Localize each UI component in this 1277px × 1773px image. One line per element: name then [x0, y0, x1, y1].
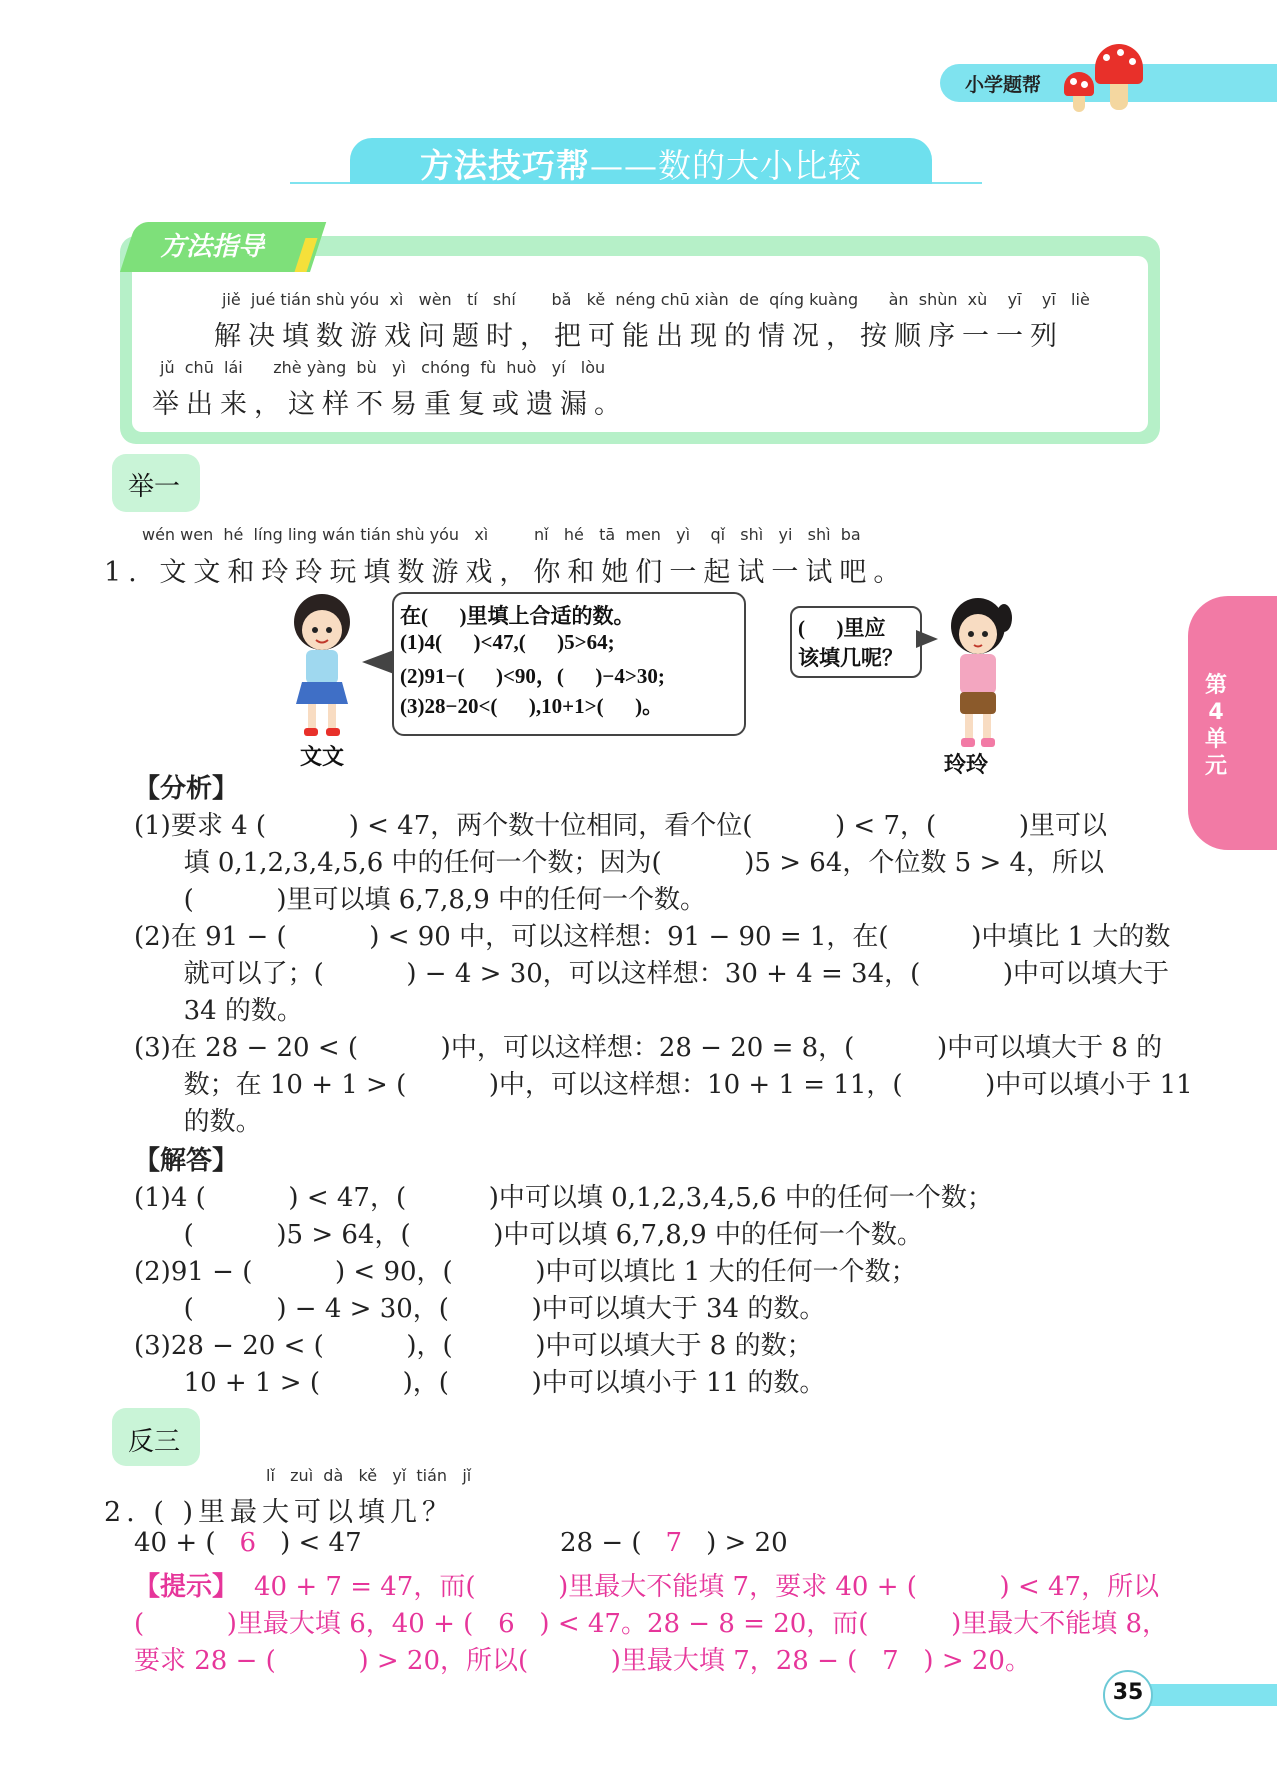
girl-left-name: 文文 [300, 744, 345, 769]
answer-line-4: ( ) − 4 > 30，( )中可以填大于 34 的数。 [134, 1294, 826, 1324]
expr1-answer: 6 [239, 1528, 257, 1558]
analysis-label: 【分析】 [134, 774, 239, 804]
example-tab-label: 举一 [128, 472, 181, 502]
practice-question-pinyin: lǐ zuì dà kě yǐ tián jǐ [266, 1466, 472, 1485]
expr1-right: ) < 47 [280, 1528, 362, 1558]
answer-line-2: ( )5 > 64，( )中可以填 6,7,8,9 中的任何一个数。 [134, 1220, 923, 1250]
bubble-line-1: 在( )里填上合适的数。 [400, 604, 635, 628]
practice-tab-label: 反三 [128, 1427, 181, 1457]
mushroom-big-cap [1095, 44, 1143, 84]
page-title [355, 140, 927, 187]
expr2-answer: 7 [665, 1528, 683, 1558]
brand-title: 小学题帮 [965, 74, 1042, 96]
hint-line-1: 40 + 7 = 47，而( )里最大不能填 7，要求 40 + ( ) < 47，所以 [254, 1572, 1160, 1602]
answer-line-1: (1)4 ( ) < 47，( )中可以填 0,1,2,3,4,5,6 中的任何一个数； [134, 1183, 993, 1213]
method-text-2: 举出来，这样不易重复或遗漏。 [152, 389, 628, 420]
practice-question: 2. ( )里最大可以填几？ [104, 1497, 454, 1528]
analysis-line-7: (3)在 28 − 20 < ( )中，可以这样想：28 − 20 = 8，( )中可以填大于 8 的 [134, 1033, 1163, 1063]
thought-line-1: ( )里应 [798, 616, 886, 640]
bubble-tail [362, 650, 394, 674]
mushroom-small-cap [1064, 72, 1094, 96]
answer-line-6: 10 + 1 > ( )，( )中可以填小于 11 的数。 [134, 1368, 826, 1398]
bubble-line-3: (2)91−( )<90，( )−4>30; [400, 664, 665, 688]
example-question: 1. 文文和玲玲玩填数游戏，你和她们一起试一试吧。 [104, 557, 908, 588]
title-main: 方法技巧帮 [420, 146, 590, 185]
method-text-1: 解决填数游戏问题时，把可能出现的情况，按顺序一一列 [214, 321, 1064, 352]
analysis-line-3: ( )里可以填 6,7,8,9 中的任何一个数。 [134, 885, 707, 915]
expr1-left: 40 + ( [134, 1528, 216, 1558]
girl-wenwen-illustration [282, 592, 362, 742]
hint-label: 【提示】 [134, 1572, 239, 1602]
unit-char-1: 第 [1204, 673, 1227, 698]
title-dash: —— [590, 146, 658, 185]
thought-line-2: 该填几呢？ [798, 646, 903, 670]
analysis-line-4: (2)在 91 − ( ) < 90 中，可以这样想：91 − 90 = 1，在( )中填比 1 大的数 [134, 922, 1171, 952]
expr2-left: 28 − ( [560, 1528, 642, 1558]
analysis-line-1: (1)要求 4 ( ) < 47，两个数十位相同，看个位( ) < 7，( )里可以 [134, 811, 1107, 841]
analysis-line-5: 就可以了；( ) − 4 > 30，可以这样想：30 + 4 = 34，( )中可以填大于 [134, 959, 1170, 989]
answer-line-5: (3)28 − 20 < ( )，( )中可以填大于 8 的数； [134, 1331, 813, 1361]
method-pinyin-1: jiě jué tián shù yóu xì wèn tí shí bǎ kě néng chū xiàn de qíng kuàng àn shùn xù yī yī liè [222, 290, 1090, 309]
answer-label: 【解答】 [134, 1146, 239, 1176]
practice-expr-1 [134, 1528, 362, 1558]
bubble-line-4: (3)28−20<( ),10+1>( )。 [400, 694, 664, 718]
unit-char-3: 单 [1204, 727, 1227, 752]
unit-char-2: 4 [1208, 700, 1224, 725]
mushroom-stem [1110, 80, 1128, 110]
example-question-pinyin: wén wen hé líng ling wán tián shù yóu xì nǐ hé tā men yì qǐ shì yi shì ba [142, 525, 861, 544]
hint-line-3: 要求 28 − ( ) > 20，所以( )里最大填 7，28 − ( 7 ) > 20。 [134, 1646, 1031, 1676]
practice-expr-2 [560, 1528, 788, 1558]
analysis-line-9: 的数。 [134, 1107, 262, 1137]
page-number: 35 [1112, 1680, 1144, 1705]
unit-side-label [1196, 672, 1236, 780]
unit-char-4: 元 [1204, 754, 1227, 779]
method-pinyin-2: jǔ chū lái zhè yàng bù yì chóng fù huò yí lòu [160, 358, 606, 377]
mushroom-icon [1073, 94, 1085, 112]
thought-bubble-tail [916, 630, 938, 648]
answer-line-3: (2)91 − ( ) < 90，( )中可以填比 1 大的任何一个数； [134, 1257, 917, 1287]
analysis-line-8: 数；在 10 + 1 > ( )中，可以这样想：10 + 1 = 11，( )中可以填小于 11 [134, 1070, 1193, 1100]
girl-right-name: 玲玲 [944, 752, 989, 777]
girl-lingling-illustration [938, 596, 1018, 756]
expr2-right: ) > 20 [706, 1528, 788, 1558]
hint-line-2: ( )里最大填 6，40 + ( 6 ) < 47。28 − 8 = 20，而( )里最大不能填 8， [134, 1609, 1169, 1639]
title-sub: 数的大小比较 [658, 146, 862, 185]
bubble-line-2: (1)4( )<47,( )5>64; [400, 630, 615, 654]
method-tab-label: 方法指导 [160, 232, 265, 262]
analysis-line-2: 填 0,1,2,3,4,5,6 中的任何一个数；因为( )5 > 64，个位数 5 > 4，所以 [134, 848, 1105, 878]
analysis-line-6: 34 的数。 [134, 996, 303, 1026]
